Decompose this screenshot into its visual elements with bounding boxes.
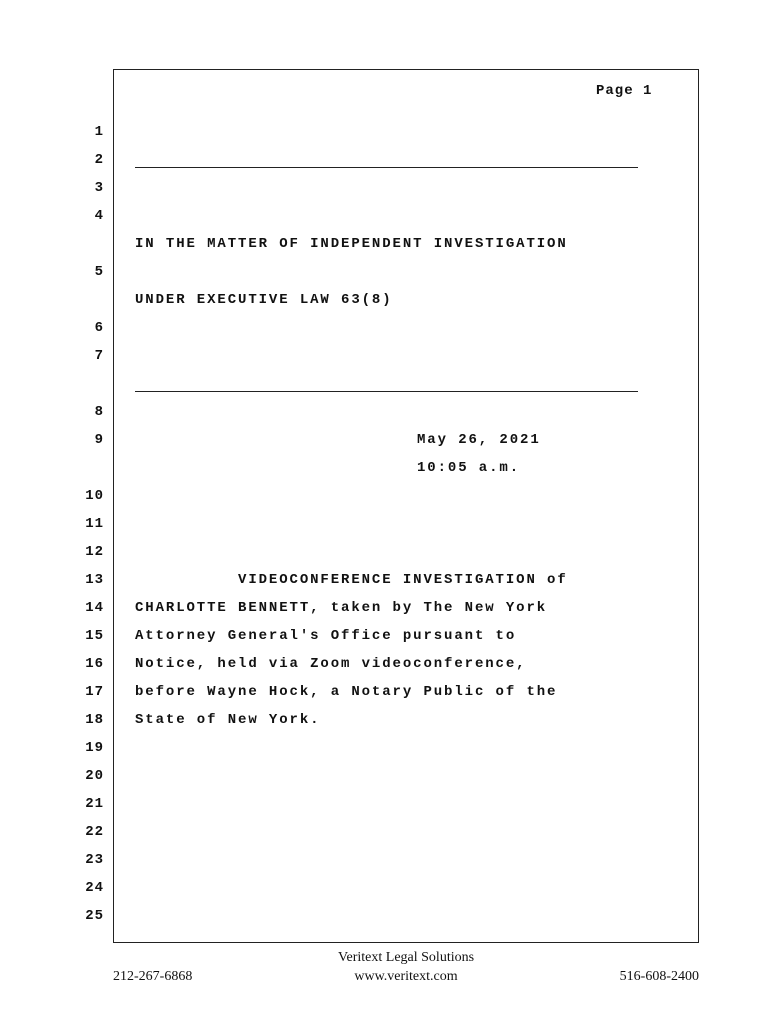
body-line: before Wayne Hock, a Notary Public of the — [135, 684, 558, 700]
line-number: 14 — [85, 600, 104, 616]
line-number: 16 — [85, 656, 104, 672]
line-number: 12 — [85, 544, 104, 560]
line-number: 22 — [85, 824, 104, 840]
line-number: 1 — [94, 124, 104, 140]
line-number: 11 — [85, 516, 104, 532]
caption-title: IN THE MATTER OF INDEPENDENT INVESTIGATION — [135, 236, 568, 252]
body-line: Notice, held via Zoom videoconference, — [135, 656, 527, 672]
line-number: 24 — [85, 880, 104, 896]
line-number: 17 — [85, 684, 104, 700]
caption-rule-top — [135, 167, 638, 168]
footer-website: www.veritext.com — [354, 969, 458, 984]
line-number: 5 — [94, 264, 104, 280]
body-line: VIDEOCONFERENCE INVESTIGATION of — [135, 572, 568, 588]
line-number: 15 — [85, 628, 104, 644]
transcript-page-frame — [113, 69, 699, 943]
footer-phone-left: 212-267-6868 — [113, 969, 193, 984]
line-number: 9 — [94, 432, 104, 448]
body-line: CHARLOTTE BENNETT, taken by The New York — [135, 600, 548, 616]
line-number: 13 — [85, 572, 104, 588]
transcript-date: May 26, 2021 — [417, 432, 541, 448]
line-number: 10 — [85, 488, 104, 504]
line-number: 21 — [85, 796, 104, 812]
line-number: 19 — [85, 740, 104, 756]
line-number: 25 — [85, 908, 104, 924]
body-line: State of New York. — [135, 712, 321, 728]
footer-phone-right: 516-608-2400 — [619, 969, 699, 984]
line-number: 8 — [94, 404, 104, 420]
line-number: 23 — [85, 852, 104, 868]
line-number: 7 — [94, 348, 104, 364]
line-number: 4 — [94, 208, 104, 224]
page-number-label: Page 1 — [596, 83, 653, 99]
line-number: 3 — [94, 180, 104, 196]
body-line: Attorney General's Office pursuant to — [135, 628, 517, 644]
caption-rule-bottom — [135, 391, 638, 392]
transcript-time: 10:05 a.m. — [417, 460, 521, 476]
line-number: 2 — [94, 152, 104, 168]
caption-subtitle: UNDER EXECUTIVE LAW 63(8) — [135, 292, 393, 308]
footer-company: Veritext Legal Solutions — [337, 950, 475, 965]
line-number: 20 — [85, 768, 104, 784]
line-number: 6 — [94, 320, 104, 336]
line-number: 18 — [85, 712, 104, 728]
